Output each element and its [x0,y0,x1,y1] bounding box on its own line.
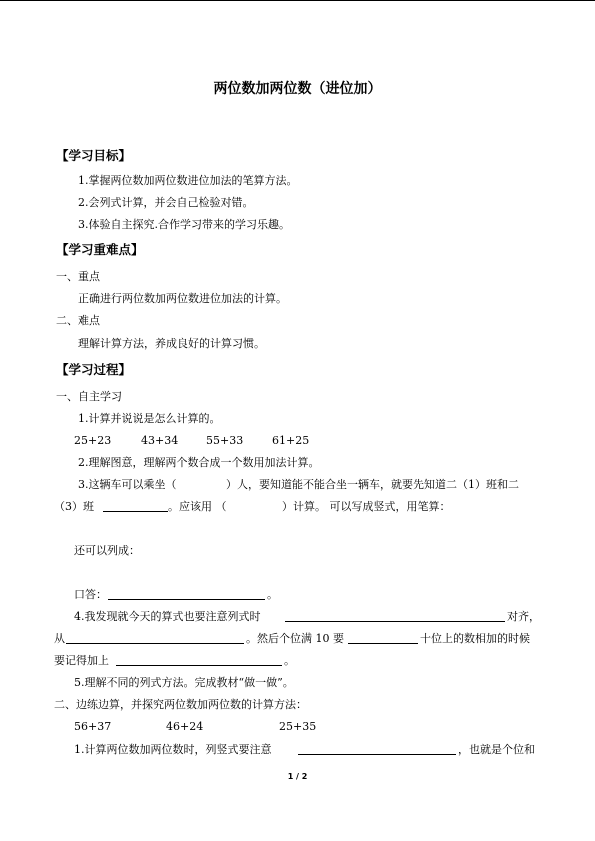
blank-line[interactable] [285,610,505,622]
process-heading: 【学习过程】 [56,362,132,377]
question-3-part-e: ）计算。 可以写成竖式，用笔算： [282,500,451,513]
objectives-heading: 【学习目标】 [56,148,132,163]
key-label: 一、重点 [56,270,100,283]
key-points-heading: 【学习重难点】 [56,242,144,257]
blank-line[interactable] [298,743,456,755]
expression: 61+25 [272,434,310,447]
expression: 56+37 [74,720,112,733]
difficulty-text: 理解计算方法，养成良好的计算习惯。 [78,337,265,350]
question-3-part-c: （3）班 [54,500,94,513]
question-6-part-b: ，也就是个位和 [458,743,535,756]
question-5: 5.理解不同的列式方法。完成教材“做一做”。 [74,676,294,689]
question-2: 2.理解图意，理解两个数合成一个数用加法计算。 [78,456,320,469]
answer-label: 口答： [74,588,107,601]
part2-label: 二、边练边算，并探究两位数加两位数的计算方法： [54,698,307,711]
expression: 43+34 [141,434,179,447]
blank-line[interactable] [348,632,418,644]
page-number: 1 / 2 [287,772,308,781]
alternative-label: 还可以列成： [74,544,140,557]
expression: 55+33 [206,434,244,447]
question-4-part-c: 从 [54,632,65,645]
question-3-part-d: 。应该用 （ [168,500,227,513]
objective-item: 3.体验自主探究.合作学习带来的学习乐趣。 [78,218,290,231]
expression: 25+35 [279,720,317,733]
question-4-part-b: 对齐， [507,610,540,623]
question-3-part-b: ）人，要知道能不能合坐一辆车，就要先知道二（1）班和二 [226,478,519,491]
blank-line[interactable] [116,654,282,666]
answer-blank[interactable] [108,588,265,600]
question-3-part-a: 3.这辆车可以乘坐（ [78,478,177,491]
question-1: 1.计算并说说是怎么计算的。 [78,412,221,425]
question-4-part-e: 十位上的数相加的时候 [420,632,530,645]
expression: 25+23 [74,434,112,447]
question-4-part-d: 。然后个位满 10 要 [246,632,344,645]
question-4-part-g: 。 [284,654,295,667]
answer-end: 。 [267,588,278,601]
question-4-part-a: 4.我发现就今天的算式也要注意列式时 [74,610,261,623]
key-text: 正确进行两位数加两位数进位加法的计算。 [78,292,287,305]
difficulty-label: 二、难点 [56,314,100,327]
objective-item: 1.掌握两位数加两位数进位加法的笔算方法。 [78,174,298,187]
blank-line[interactable] [66,632,244,644]
top-border-line [0,0,595,1]
objective-item: 2.会列式计算，并会自己检验对错。 [78,196,254,209]
question-4-part-f: 要记得加上 [54,654,109,667]
page-title: 两位数加两位数（进位加） [213,81,382,97]
part1-label: 一、自主学习 [56,390,122,403]
question-6-part-a: 1.计算两位数加两位数时，列竖式要注意 [74,743,272,756]
blank-line[interactable] [103,500,168,512]
expression: 46+24 [166,720,204,733]
